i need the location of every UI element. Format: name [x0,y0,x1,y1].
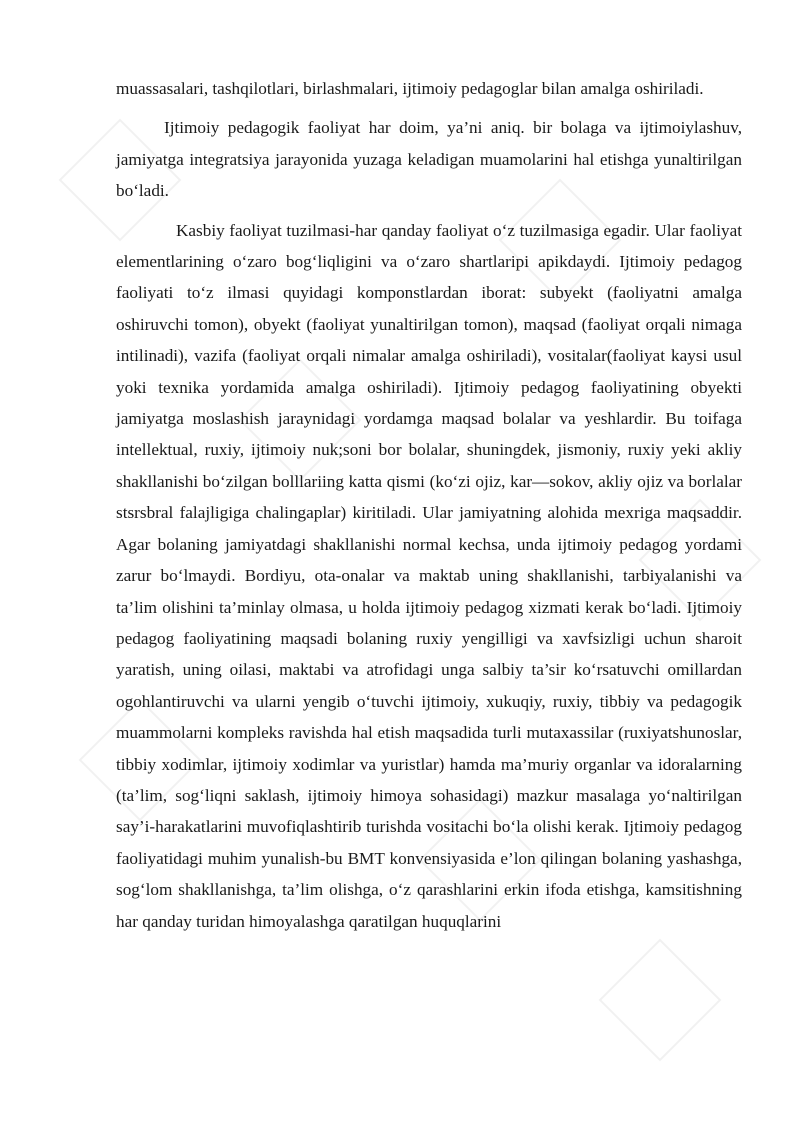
body-text [116,73,742,945]
paragraph-2: Ijtimoiy pedagogik faoliyat har doim, ya’ni aniq. bir bolaga va ijtimoiylashuv, jamiyatga integratsiya jarayonida yuzaga keladigan muamolarini hal etishga yunaltirilgan bo‘ladi. [116,118,742,201]
paragraph-3: Kasbiy faoliyat tuzilmasi-har qanday faoliyat o‘z tuzilmasiga egadir. Ular faoliyat elementlarining o‘zaro bog‘liqligini va o‘zaro shartlaripi apikdaydi. Ijtimoiy pedagog faoliyati to‘z ilmasi quyidagi komponstlardan iborat: subyekt (faoliyatni amalga oshiruvchi tomon), obyekt (faoliyat yunaltirilgan tomon), maqsad (faoliyat orqali nimaga intilinadi), vazifa (faoliyat orqali nimalar amalga oshiriladi), vositalar(faoliyat kaysi usul yoki texnika yordamida amalga oshiriladi). Ijtimoiy pedagog faoliyatining obyekti jamiyatga moslashish jaraynidagi yordamga maqsad bolalar va yeshlardir. Bu toifaga intellektual, ruxiy, ijtimoiy nuk;soni bor bolalar, shuningdek, jismoniy, ruxiy yeki akliy shakllanishi bo‘zilgan bolllariing katta qismi (ko‘zi ojiz, kar—sokov, akliy ojiz va borlalar stsrsbral falajligiga chalingaplar) kiritiladi. Ular jamiyatning alohida mexriga maqsaddir. Agar bolaning jamiyatdagi shakllanishi normal kechsa, unda ijtimoiy pedagog yordami zarur bo‘lmaydi. Bordiyu, ota-onalar va maktab uning shakllanishi, tarbiyalanishi va ta’lim olishini ta’minlay olmasa, u holda ijtimoiy pedagog xizmati kerak bo‘ladi. Ijtimoiy pedagog faoliyatining maqsadi bolaning ruxiy yengilligi va xavfsizligi uchun sharoit yaratish, uning oilasi, maktabi va atrofidagi unga salbiy ta’sir ko‘rsatuvchi omillardan ogohlantiruvchi va ularni yengib o‘tuvchi ijtimoiy, xukuqiy, ruxiy, tibbiy va pedagogik muammolarni kompleks ravishda hal etish maqsadida turli mutaxassilar (ruxiyatshunoslar, tibbiy xodimlar, ijtimoiy xodimlar va yuristlar) hamda ma’muriy organlar va idoralarning (ta’lim, sog‘liqni saklash, ijtimoiy himoya sohasidagi) mazkur masalaga yo‘naltirilgan say’i-harakatlarini muvofiqlashtirib turishda vositachi bo‘la olishi kerak. Ijtimoiy pedagog faoliyatidagi muhim yunalish-bu BMT konvensiyasida e’lon qilingan bolaning yashashga, sog‘lom shakllanishga, ta’lim olishga, o‘z qarashlarini erkin ifoda etishga, kamsitishning har qanday turidan himoyalashga qaratilgan huquqlarini [116,220,742,931]
paragraph-1: muassasalari, tashqilotlari, birlashmalari, ijtimoiy pedagoglar bilan amalga oshiriladi. [116,79,704,98]
